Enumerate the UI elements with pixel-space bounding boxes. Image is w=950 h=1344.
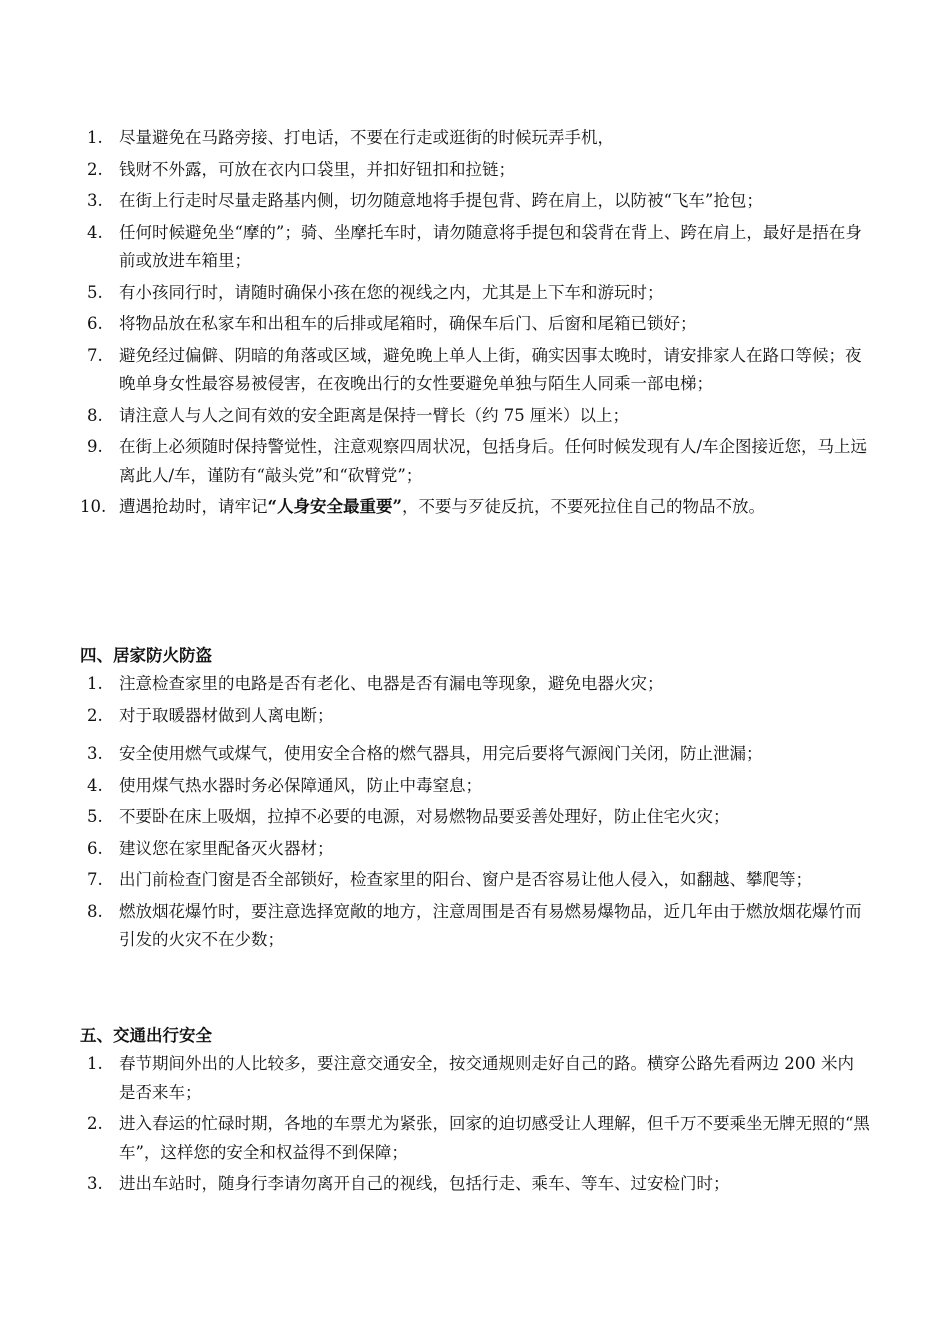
item-text: 使用煤气热水器时务必保障通风，防止中毒窒息； bbox=[119, 775, 482, 795]
item-text: 在街上必须随时保持警觉性，注意观察四周状况，包括身后。任何时候发现有人/车企图接近您，马上远离此人/车，谨防有“敲头党”和“砍臂党”； bbox=[119, 437, 868, 485]
list-item bbox=[80, 402, 870, 431]
item-text: 避免经过偏僻、阴暗的角落或区域，避免晚上单人上街，确实因事太晚时，请安排家人在路口等候；夜晚单身女性最容易被侵害，在夜晚出行的女性要避免单独与陌生人同乘一部电梯； bbox=[119, 345, 862, 393]
section3-list bbox=[80, 124, 870, 525]
list-item bbox=[80, 1170, 870, 1199]
item-number: 7. bbox=[87, 345, 103, 365]
list-item bbox=[80, 898, 870, 955]
item-text: 春节期间外出的人比较多，要注意交通安全，按交通规则走好自己的路。横穿公路先看两边 200 米内是否来车； bbox=[119, 1054, 854, 1102]
emphasis-text: “人身安全最重要” bbox=[267, 497, 402, 516]
item-text: 进出车站时，随身行李请勿离开自己的视线，包括行走、乘车、等车、过安检门时； bbox=[119, 1174, 730, 1193]
list-item bbox=[80, 670, 870, 699]
item-number: 3. bbox=[87, 1174, 103, 1193]
section5-heading: 五、交通出行安全 bbox=[80, 1026, 212, 1045]
list-item bbox=[80, 493, 870, 522]
section5-list bbox=[80, 1050, 870, 1202]
item-number: 10. bbox=[80, 497, 107, 516]
item-number: 4. bbox=[87, 775, 103, 795]
list-item bbox=[80, 740, 870, 769]
item-text: 在街上行走时尽量走路基内侧，切勿随意地将手提包背、跨在肩上，以防被“飞车”抢包； bbox=[119, 191, 763, 210]
list-item bbox=[80, 1110, 870, 1167]
item-text: 钱财不外露，可放在衣内口袋里，并扣好钮扣和拉链； bbox=[119, 159, 515, 179]
list-item bbox=[80, 772, 870, 801]
item-text: 请注意人与人之间有效的安全距离是保持一臂长（约 75 厘米）以上； bbox=[119, 405, 629, 425]
section4-list bbox=[80, 670, 870, 958]
item-number: 7. bbox=[87, 870, 103, 889]
list-item bbox=[80, 803, 870, 832]
item-number: 1. bbox=[87, 1054, 103, 1073]
list-item bbox=[80, 433, 870, 490]
item-text: 遭遇抢劫时，请牢记 bbox=[119, 497, 268, 516]
item-number: 1. bbox=[87, 674, 103, 693]
item-text: 有小孩同行时，请随时确保小孩在您的视线之内，尤其是上下车和游玩时； bbox=[119, 282, 664, 302]
item-number: 6. bbox=[87, 314, 103, 333]
item-text: 任何时候避免坐“摩的”；骑、坐摩托车时，请勿随意将手提包和袋背在背上、跨在肩上，最好是捂在身前或放进车箱里； bbox=[119, 222, 862, 270]
list-item bbox=[80, 156, 870, 185]
item-text: 安全使用燃气或煤气，使用安全合格的燃气器具，用完后要将气源阀门关闭，防止泄漏； bbox=[119, 744, 763, 763]
item-number: 2. bbox=[87, 159, 103, 179]
item-text: 尽量避免在马路旁接、打电话，不要在行走或逛街的时候玩弄手机， bbox=[119, 128, 614, 147]
item-number: 5. bbox=[87, 807, 103, 826]
item-number: 5. bbox=[87, 282, 103, 302]
list-item bbox=[80, 124, 870, 153]
item-text: 对于取暖器材做到人离电断； bbox=[119, 705, 334, 725]
item-number: 9. bbox=[87, 437, 103, 456]
item-text: 进入春运的忙碌时期，各地的车票尤为紧张，回家的迫切感受让人理解，但千万不要乘坐无牌无照的“黑车”，这样您的安全和权益得不到保障； bbox=[119, 1114, 870, 1162]
item-text: 将物品放在私家车和出租车的后排或尾箱时，确保车后门、后窗和尾箱已锁好； bbox=[119, 314, 697, 333]
list-item bbox=[80, 342, 870, 399]
list-item bbox=[80, 1050, 870, 1107]
item-number: 2. bbox=[87, 705, 103, 725]
item-number: 2. bbox=[87, 1114, 103, 1133]
list-item bbox=[80, 702, 870, 731]
item-number: 6. bbox=[87, 838, 103, 858]
list-item bbox=[80, 866, 870, 895]
item-number: 8. bbox=[87, 405, 103, 425]
item-number: 8. bbox=[87, 901, 103, 921]
list-item bbox=[80, 310, 870, 339]
item-text: 出门前检查门窗是否全部锁好，检查家里的阳台、窗户是否容易让他人侵入，如翻越、攀爬等； bbox=[119, 870, 812, 889]
list-item bbox=[80, 219, 870, 276]
list-item bbox=[80, 835, 870, 864]
item-number: 1. bbox=[87, 128, 103, 147]
list-item bbox=[80, 279, 870, 308]
item-number: 3. bbox=[87, 191, 103, 210]
list-item bbox=[80, 187, 870, 216]
item-text: 建议您在家里配备灭火器材； bbox=[119, 838, 334, 858]
item-text: 注意检查家里的电路是否有老化、电器是否有漏电等现象，避免电器火灾； bbox=[119, 674, 664, 693]
item-number: 4. bbox=[87, 222, 103, 242]
section4-heading: 四、居家防火防盗 bbox=[80, 646, 212, 665]
item-text: ，不要与歹徒反抗，不要死拉住自己的物品不放。 bbox=[401, 497, 765, 516]
item-number: 3. bbox=[87, 744, 103, 763]
item-text: 燃放烟花爆竹时，要注意选择宽敞的地方，注意周围是否有易燃易爆物品，近几年由于燃放烟花爆竹而引发的火灾不在少数； bbox=[119, 901, 862, 949]
item-text: 不要卧在床上吸烟，拉掉不必要的电源，对易燃物品要妥善处理好，防止住宅火灾； bbox=[119, 807, 730, 826]
